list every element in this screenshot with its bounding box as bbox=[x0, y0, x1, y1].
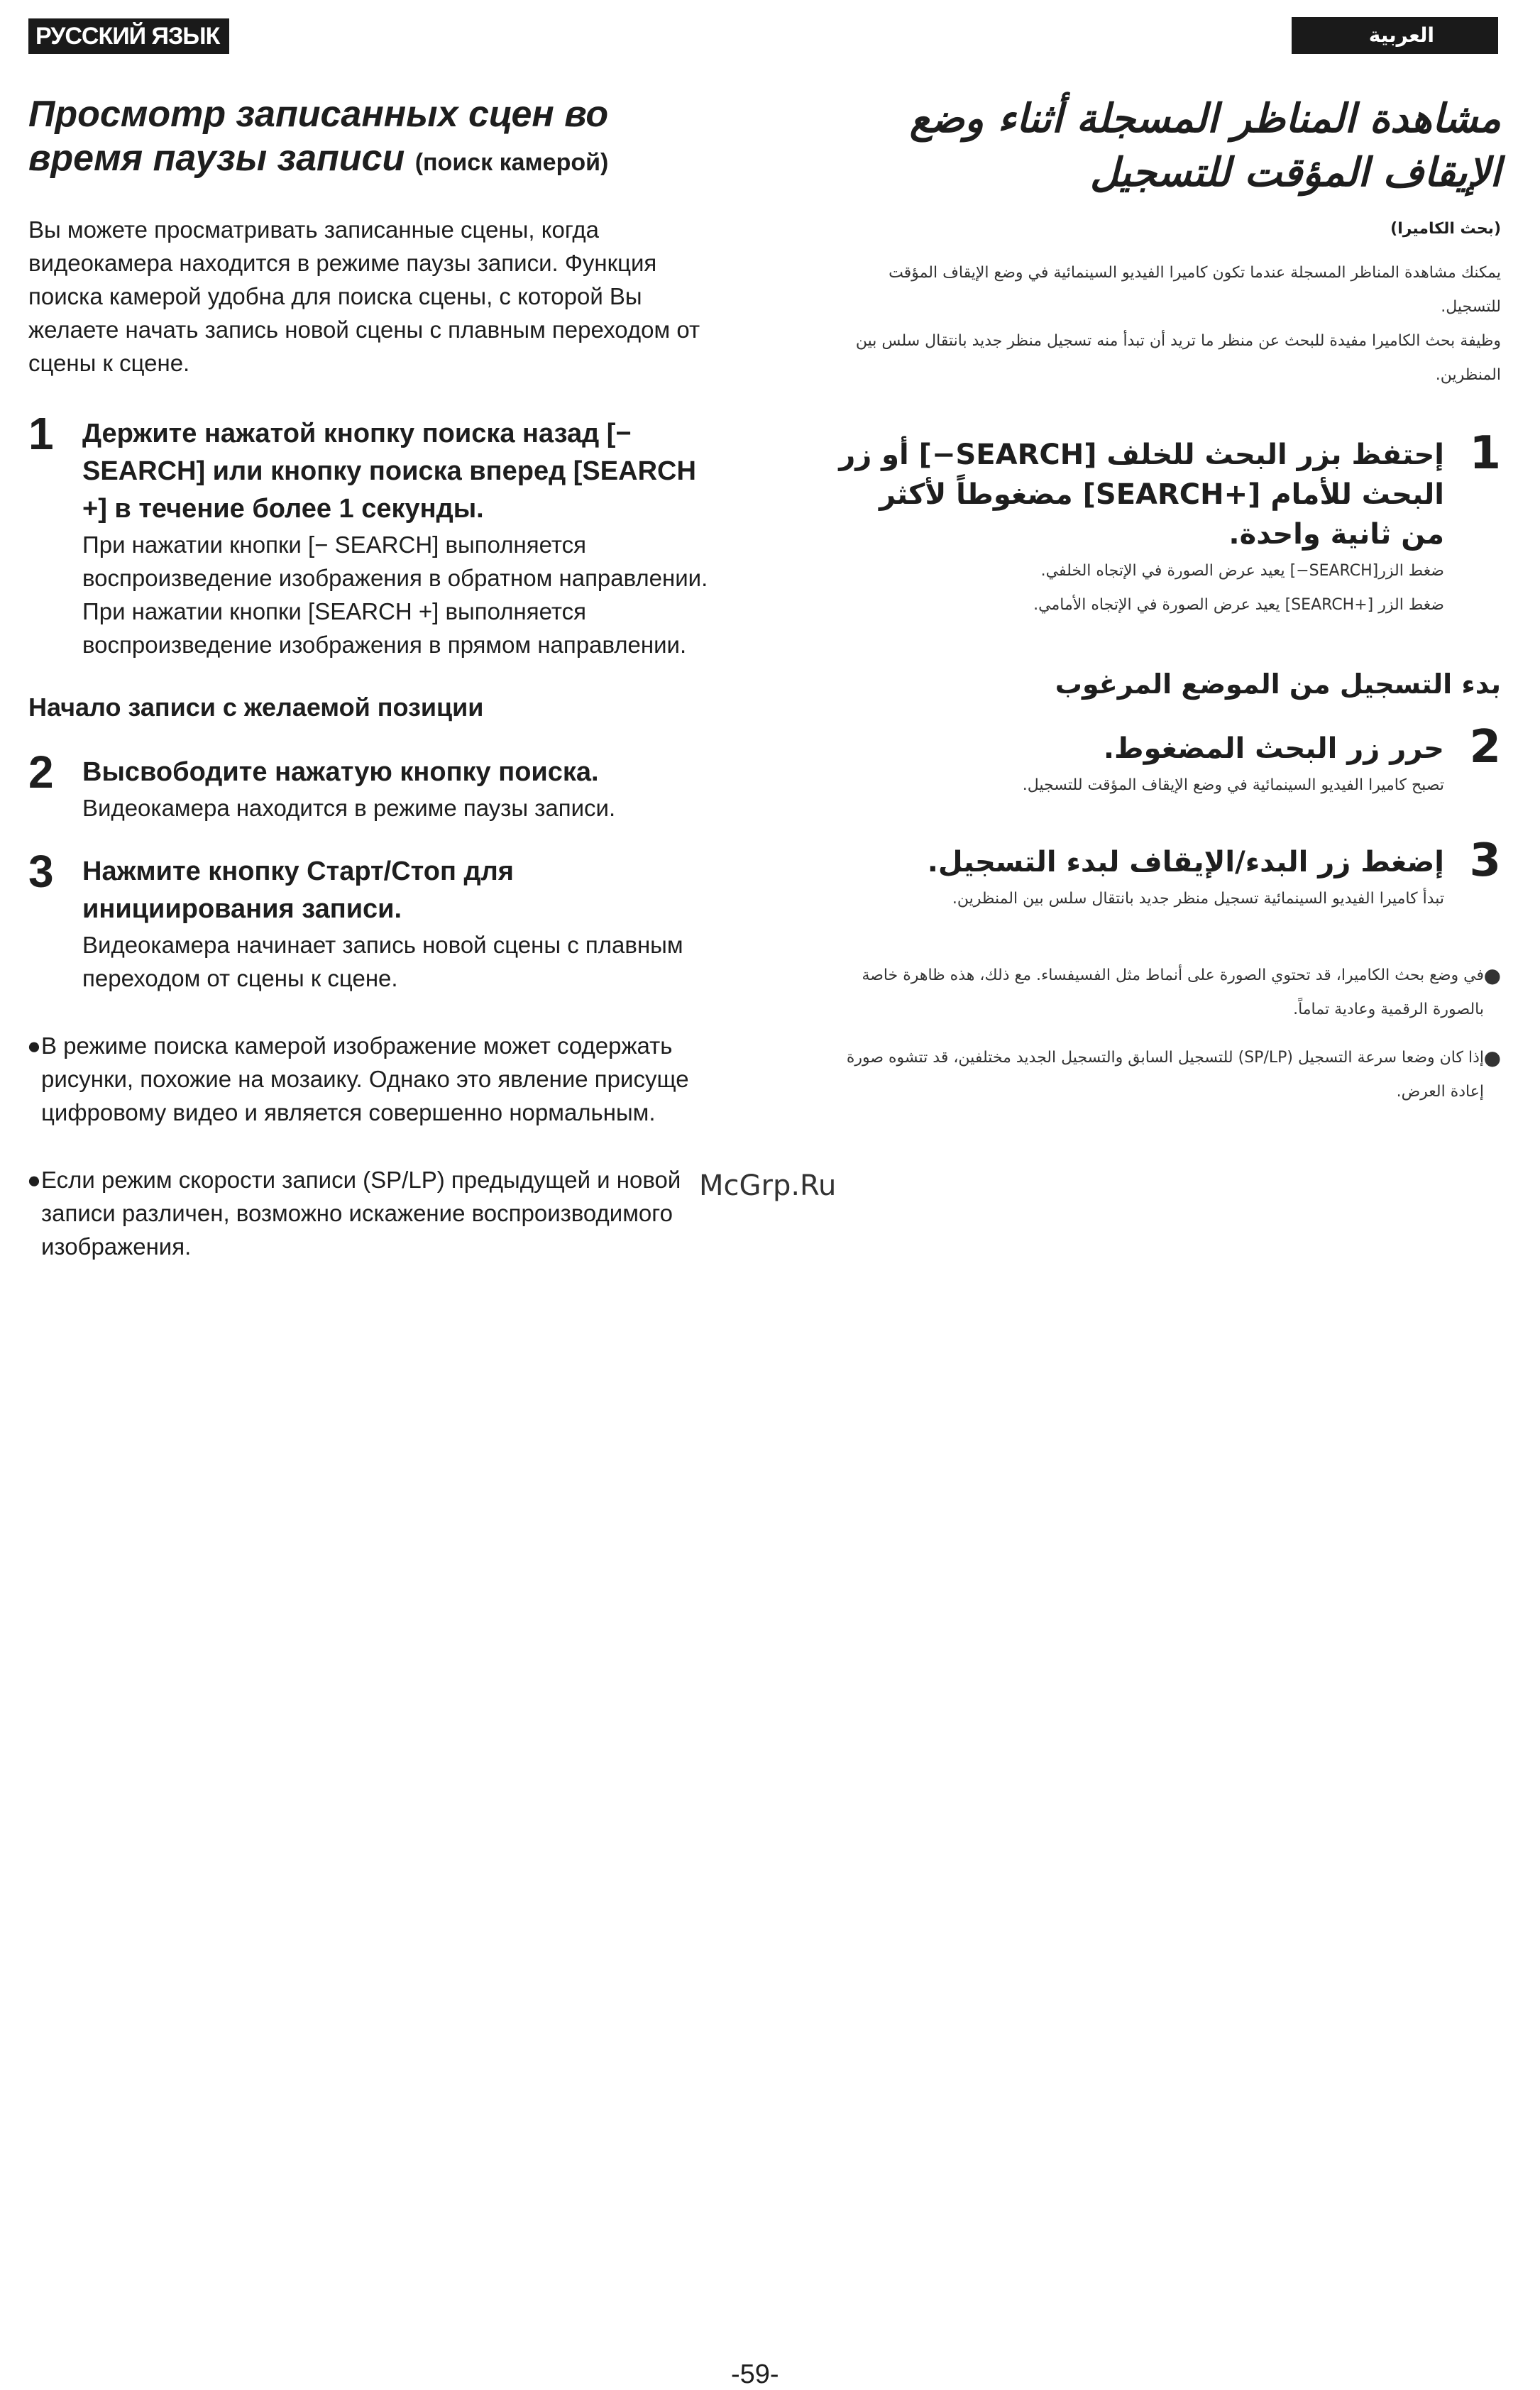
page-title-ru bbox=[28, 92, 710, 185]
arabic-column bbox=[837, 92, 1501, 1109]
step-number: 2 bbox=[1469, 721, 1501, 773]
step-1-ar bbox=[837, 427, 1501, 622]
bullet-icon: ● bbox=[1483, 1046, 1501, 1069]
note-ar-2 bbox=[837, 1041, 1501, 1109]
intro-ar-paragraph: يمكنك مشاهدة المناظر المسجلة عندما تكون كاميرا الفيديو السينمائية في وضع الإيقاف المؤقت للتسجيل. bbox=[889, 264, 1501, 316]
bullet-icon: ● bbox=[27, 1167, 41, 1193]
step-number: 2 bbox=[28, 747, 54, 798]
step-2-ru bbox=[28, 747, 710, 825]
page-number: -59- bbox=[731, 2359, 779, 2389]
intro-ru: Вы можете просматривать записанные сцены, когда видеокамера находится в режиме паузы записи. Функция поиска камерой удобна для поиска сцены, с которой Вы желаете начать запись новой сцены с плавным переходом от сцены к сцене. bbox=[28, 216, 700, 376]
step-heading: إضغط زر البدء/الإيقاف لبدء التسجيل. bbox=[927, 846, 1444, 879]
intro-ar bbox=[837, 256, 1501, 392]
title-ru-sub: (поиск камерой) bbox=[414, 149, 609, 176]
step-number: 3 bbox=[1469, 835, 1501, 887]
title-ru-main: Просмотр записанных сцен во время паузы записи bbox=[28, 94, 609, 179]
step-number: 3 bbox=[28, 846, 54, 897]
subtitle-ar: (بحث الكاميرا) bbox=[1390, 220, 1501, 238]
watermark: McGrp.Ru bbox=[699, 1169, 837, 1202]
step-description: Видеокамера находится в режиме паузы записи. bbox=[82, 795, 616, 821]
note-ar-1 bbox=[837, 959, 1501, 1027]
step-1-ru bbox=[28, 408, 710, 661]
note-text: В режиме поиска камерой изображение может содержать рисунки, похожие на мозаику. Однако это явление присуще цифровому видео и является совершенно нормальным. bbox=[41, 1032, 689, 1125]
bullet-icon: ● bbox=[27, 1032, 41, 1059]
step-heading: Держите нажатой кнопку поиска назад [− SEARCH] или кнопку поиска вперед [SEARCH +] в течение более 1 секунды. bbox=[82, 419, 696, 524]
step-heading: Высвободите нажатую кнопку поиска. bbox=[82, 757, 599, 787]
intro-ar-paragraph: وظيفة بحث الكاميرا مفيدة للبحث عن منظر ما تريد أن تبدأ منه تسجيل منظر جديد بانتقال سلس بين المنظرين. bbox=[855, 332, 1501, 384]
note-ru-1 bbox=[28, 1029, 701, 1129]
note-text: Если режим скорости записи (SP/LP) предыдущей и новой записи различен, возможно искажение воспроизводимого изображения. bbox=[41, 1167, 681, 1260]
step-heading: حرر زر البحث المضغوط. bbox=[1103, 732, 1444, 765]
step-number: 1 bbox=[28, 408, 54, 459]
russian-column bbox=[28, 92, 710, 1263]
step-description: При нажатии кнопки [SEARCH +] выполняется воспроизведение изображения в прямом направлении. bbox=[82, 598, 687, 658]
note-text: في وضع بحث الكاميرا، قد تحتوي الصورة على أنماط مثل الفسيفساء. مع ذلك، هذه ظاهرة خاصة بالصورة الرقمية وعادية تماماً. bbox=[862, 967, 1484, 1018]
step-description: تبدأ كاميرا الفيديو السينمائية تسجيل منظر جديد بانتقال سلس بين المنظرين. bbox=[952, 890, 1444, 908]
note-ru-2 bbox=[28, 1163, 701, 1263]
step-description: При нажатии кнопки [− SEARCH] выполняется воспроизведение изображения в обратном направлении. bbox=[82, 532, 708, 591]
step-3-ru bbox=[28, 846, 710, 995]
step-heading: إحتفظ بزر البحث للخلف [SEARCH−] أو زر البحث للأمام [+SEARCH] مضغوطاً لأكثر من ثانية واحدة. bbox=[839, 439, 1444, 551]
language-tab-arabic: العربية bbox=[1292, 17, 1498, 54]
step-description: ضغط الزر [+SEARCH] يعيد عرض الصورة في الإتجاه الأمامي. bbox=[1033, 596, 1444, 614]
step-2-ar bbox=[837, 721, 1501, 803]
section-heading-ru: Начало записи с желаемой позиции bbox=[28, 693, 484, 722]
step-3-ar bbox=[837, 835, 1501, 916]
step-description: ضغط الزر[SEARCH−] يعيد عرض الصورة في الإتجاه الخلفي. bbox=[1040, 562, 1444, 580]
language-tab-russian: РУССКИЙ ЯЗЫК bbox=[28, 18, 229, 54]
note-text: إذا كان وضعا سرعة التسجيل (SP/LP) للتسجيل السابق والتسجيل الجديد مختلفين، قد تتشوه صورة إعادة العرض. bbox=[846, 1049, 1484, 1101]
section-heading-ar: بدء التسجيل من الموضع المرغوب bbox=[1055, 668, 1501, 700]
step-number: 1 bbox=[1469, 427, 1501, 480]
bullet-icon: ● bbox=[1483, 964, 1501, 987]
step-heading: Нажмите кнопку Старт/Стоп для инициирования записи. bbox=[82, 857, 514, 924]
step-description: Видеокамера начинает запись новой сцены с плавным переходом от сцены к сцене. bbox=[82, 932, 683, 991]
step-description: تصبح كاميرا الفيديو السينمائية في وضع الإيقاف المؤقت للتسجيل. bbox=[1022, 776, 1444, 794]
page-title-ar: مشاهدة المناظر المسجلة أثناء وضع الإيقاف المؤقت للتسجيل bbox=[909, 96, 1501, 196]
